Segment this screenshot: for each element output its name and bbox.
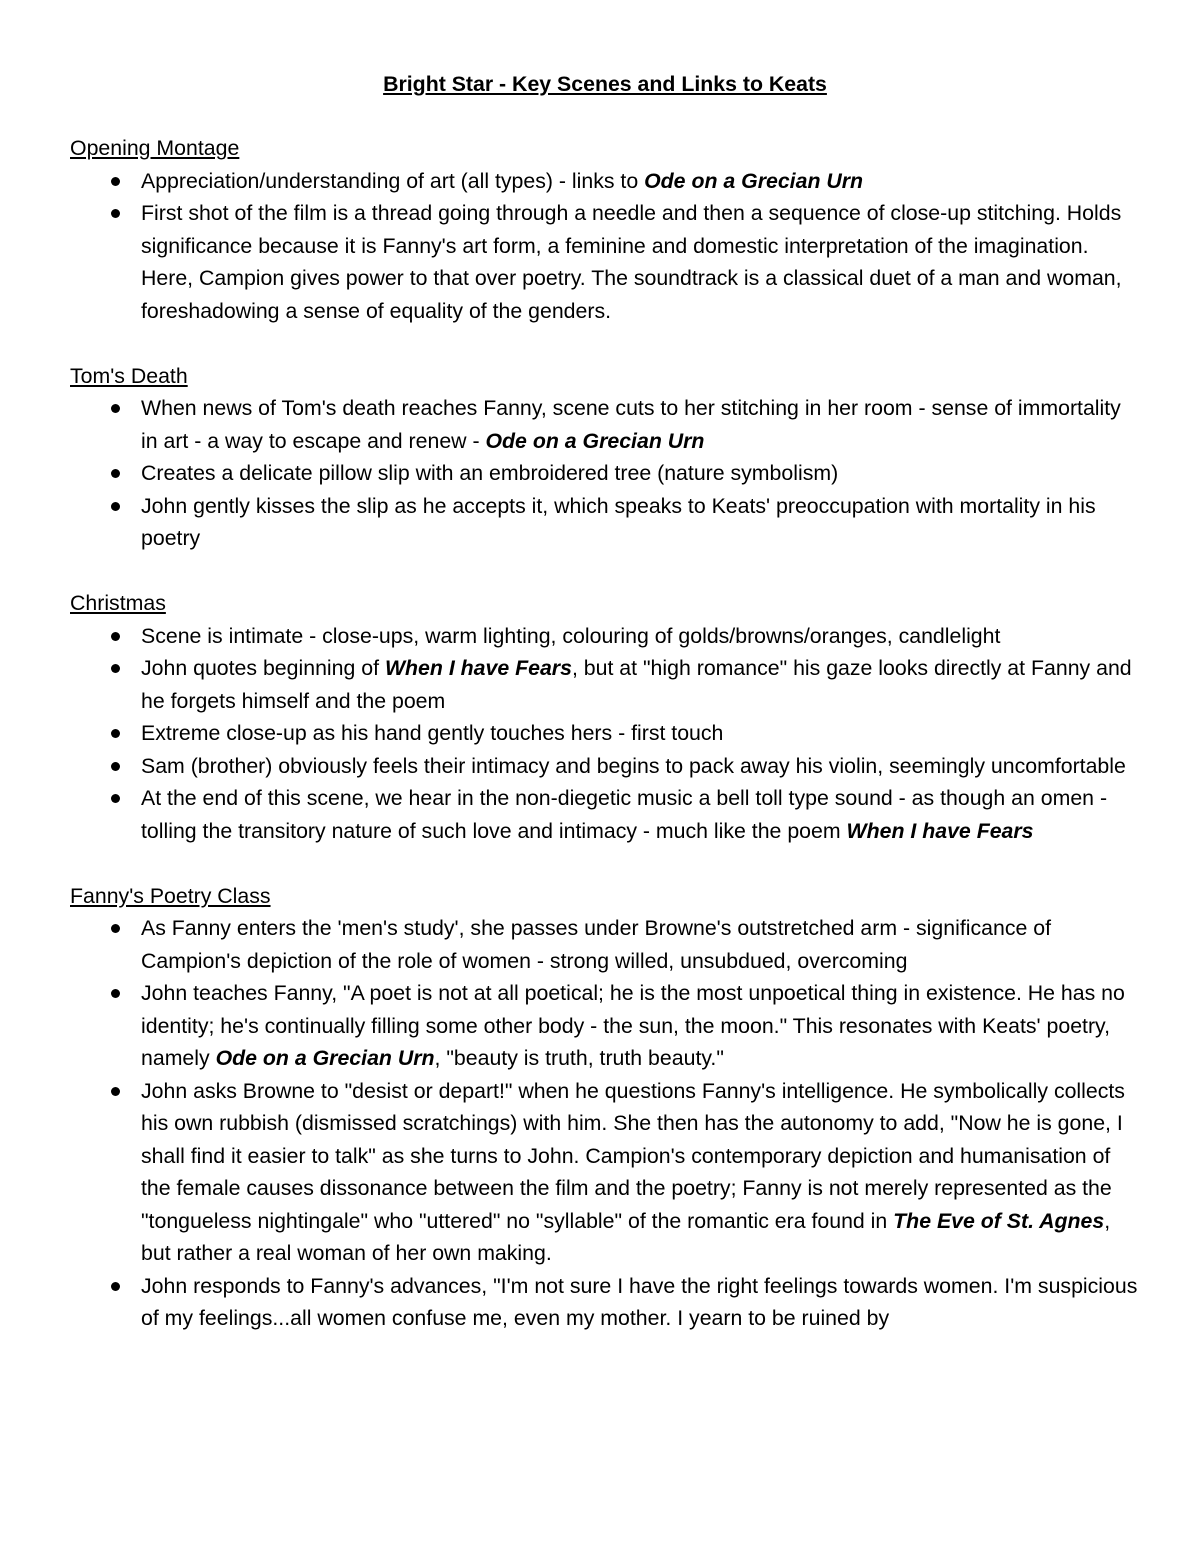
- list-item: When news of Tom's death reaches Fanny, scene cuts to her stitching in her room - sense of immortality in art - a way to escape and renew - Ode on a Grecian Urn: [70, 392, 1140, 457]
- bullet-list: [70, 392, 1140, 555]
- poem-title: When I have Fears: [846, 818, 1034, 843]
- list-item: At the end of this scene, we hear in the non-diegetic music a bell toll type sound - as though an omen - tolling the transitory nature of such love and intimacy - much like the poem When I have Fears: [70, 782, 1140, 847]
- poem-title: Ode on a Grecian Urn: [485, 428, 705, 453]
- poem-title: Ode on a Grecian Urn: [644, 168, 864, 193]
- section-heading: Christmas: [70, 591, 166, 615]
- section-heading: Fanny's Poetry Class: [70, 883, 271, 908]
- bullet-list: [70, 165, 1140, 328]
- section-heading: Opening Montage: [70, 136, 240, 160]
- section-christmas: [70, 587, 1140, 847]
- section-heading: Tom's Death: [70, 363, 188, 388]
- list-item: Creates a delicate pillow slip with an embroidered tree (nature symbolism): [70, 457, 1140, 490]
- document-title: Bright Star - Key Scenes and Links to Keats: [383, 72, 827, 96]
- list-item: John asks Browne to "desist or depart!" when he questions Fanny's intelligence. He symbolically collects his own rubbish (dismissed scratchings) with him. She then has the autonomy to add, "Now he is gone, I shall find it easier to talk" as she turns to John. Campion's contemporary depiction and humanisation of the female causes dissonance between the film and the poetry; Fanny is not merely represented as the "tongueless nightingale" who "uttered" no "syllable" of the romantic era found in The Eve of St. Agnes, but rather a real woman of her own making.: [70, 1075, 1140, 1270]
- list-item: Sam (brother) obviously feels their intimacy and begins to pack away his violin, seemingly uncomfortable: [70, 750, 1140, 783]
- section-opening-montage: [70, 132, 1140, 327]
- document-page: [70, 68, 1140, 1367]
- list-item: John teaches Fanny, "A poet is not at all poetical; he is the most unpoetical thing in existence. He has no identity; he's continually filling some other body - the sun, the moon." This resonates with Keats' poetry, namely Ode on a Grecian Urn, "beauty is truth, truth beauty.": [70, 977, 1140, 1075]
- list-item: Extreme close-up as his hand gently touches hers - first touch: [70, 717, 1140, 750]
- poem-title: The Eve of St. Agnes: [893, 1208, 1105, 1233]
- list-item: John quotes beginning of When I have Fears, but at "high romance" his gaze looks directly at Fanny and he forgets himself and the poem: [70, 652, 1140, 717]
- bullet-list: [70, 912, 1140, 1335]
- list-item: First shot of the film is a thread going through a needle and then a sequence of close-up stitching. Holds significance because it is Fanny's art form, a feminine and domestic interpretation of the imagination. Here, Campion gives power to that over poetry. The soundtrack is a classical duet of a man and woman, foreshadowing a sense of equality of the genders.: [70, 197, 1140, 327]
- list-item: Appreciation/understanding of art (all types) - links to Ode on a Grecian Urn: [70, 165, 1140, 198]
- list-item: John gently kisses the slip as he accepts it, which speaks to Keats' preoccupation with mortality in his poetry: [70, 490, 1140, 555]
- poem-title: Ode on a Grecian Urn: [215, 1046, 435, 1070]
- bullet-list: [70, 620, 1140, 848]
- list-item: As Fanny enters the 'men's study', she passes under Browne's outstretched arm - significance of Campion's depiction of the role of women - strong willed, unsubdued, overcoming: [70, 912, 1140, 977]
- section-fannys-poetry-class: [70, 880, 1140, 1335]
- list-item: Scene is intimate - close-ups, warm lighting, colouring of golds/browns/oranges, candlelight: [70, 620, 1140, 653]
- list-item: John responds to Fanny's advances, "I'm not sure I have the right feelings towards women. I'm suspicious of my feelings...all women confuse me, even my mother. I yearn to be ruined by: [70, 1270, 1140, 1335]
- section-toms-death: [70, 360, 1140, 555]
- poem-title: When I have Fears: [384, 656, 572, 680]
